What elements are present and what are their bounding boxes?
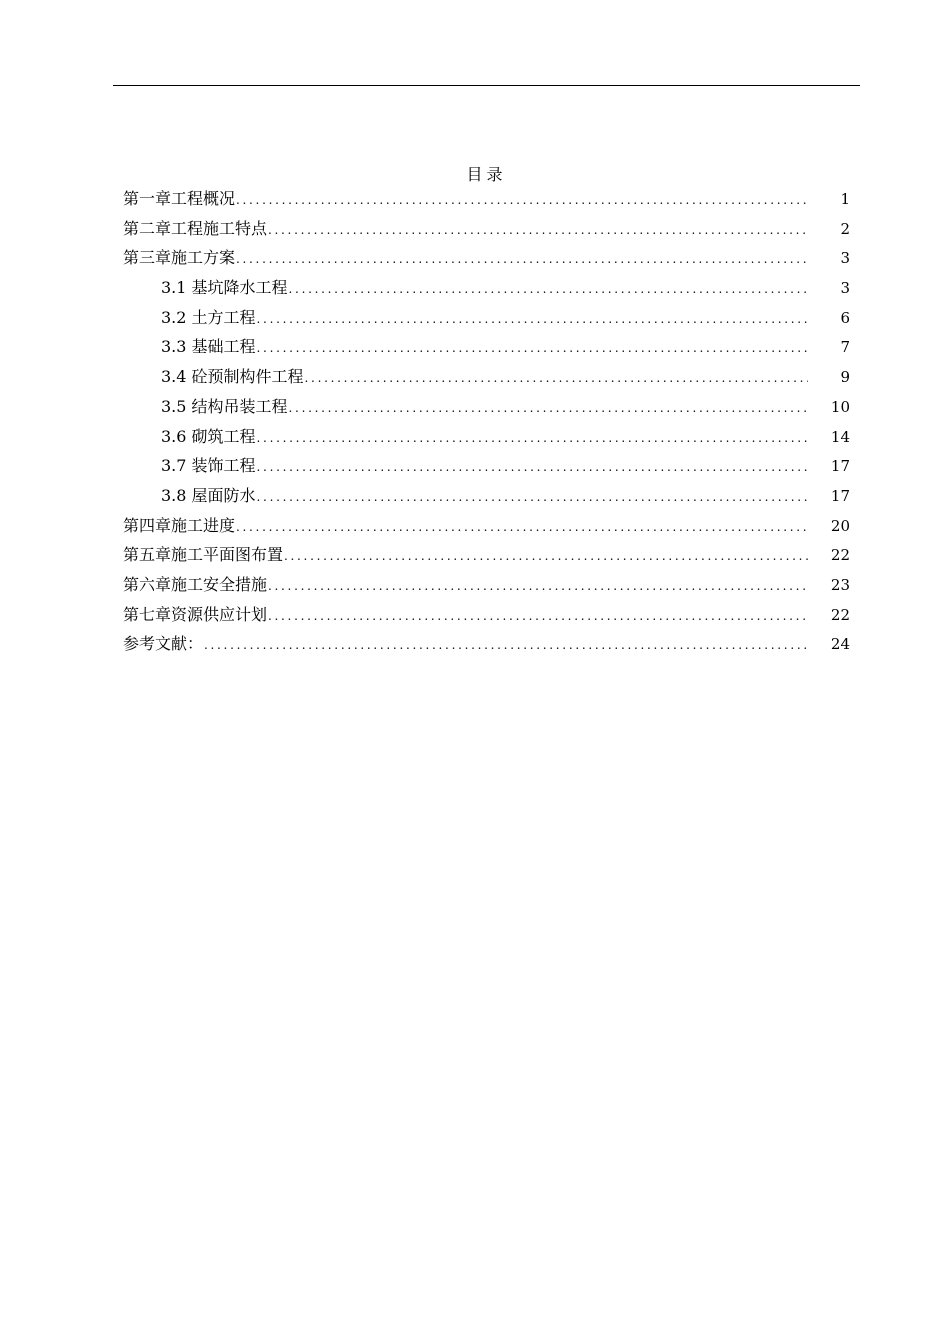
dot-leader [257,453,808,483]
toc-entry[interactable] [123,214,850,244]
dot-leader [204,631,808,661]
toc-entry-label: 第七章资源供应计划 [123,604,268,624]
table-of-contents [123,184,850,659]
toc-entry-label: 参考文献： [123,634,204,654]
dot-leader [268,216,808,246]
dot-leader [268,602,808,632]
toc-subentry[interactable] [123,451,850,481]
dot-leader [236,186,808,216]
toc-entry-page: 2 [840,219,850,238]
toc-entry-page: 1 [840,190,850,208]
toc-entry-page: 22 [830,546,850,565]
toc-subentry[interactable] [123,392,850,422]
toc-entry[interactable] [123,243,850,273]
toc-entry-label: 第四章施工进度 [123,515,236,535]
dot-leader [305,364,808,394]
toc-entry-page: 6 [840,308,850,327]
toc-entry-page: 23 [830,575,850,594]
toc-subentry[interactable] [123,422,850,452]
dot-leader [289,394,808,424]
toc-entry-page: 17 [830,457,850,476]
dot-leader [289,275,808,305]
toc-entry[interactable] [123,629,850,659]
dot-leader [257,424,808,454]
toc-subentry[interactable] [123,332,850,362]
toc-entry-page: 7 [840,338,850,357]
header-rule [113,85,860,86]
toc-entry-page: 24 [830,635,850,654]
dot-leader [257,305,808,335]
toc-entry-page: 22 [830,605,850,624]
dot-leader [257,334,808,364]
toc-entry-page: 9 [840,368,850,387]
toc-entry-label: 3.3 基础工程 [161,337,256,357]
dot-leader [257,483,808,513]
toc-entry[interactable] [123,600,850,630]
toc-entry-label: 3.8 屋面防水 [161,485,256,505]
toc-entry[interactable] [123,184,850,214]
dot-leader [268,572,808,602]
toc-entry[interactable] [123,540,850,570]
toc-entry-label: 第二章工程施工特点 [123,218,268,238]
toc-entry-page: 17 [830,486,850,505]
toc-subentry[interactable] [123,481,850,511]
toc-entry[interactable] [123,570,850,600]
toc-entry-label: 3.6 砌筑工程 [161,426,256,446]
toc-entry-page: 3 [840,249,850,268]
toc-subentry[interactable] [123,273,850,303]
toc-entry-label: 3.2 土方工程 [161,307,256,327]
toc-entry-label: 3.4 砼预制构件工程 [161,367,304,387]
dot-leader [236,513,808,543]
toc-entry-label: 第一章工程概况 [123,189,236,208]
toc-entry-label: 第三章施工方案 [123,248,236,268]
toc-entry-page: 10 [830,397,850,416]
dot-leader [284,542,808,572]
toc-entry-page: 20 [830,516,850,535]
toc-entry-label: 第五章施工平面图布置 [123,545,284,565]
toc-entry-label: 3.5 结构吊装工程 [161,396,288,416]
toc-entry-label: 3.1 基坑降水工程 [161,278,288,298]
toc-entry-label: 3.7 装饰工程 [161,456,256,476]
dot-leader [236,245,808,275]
toc-entry-page: 3 [840,279,850,298]
toc-title: 目录 [466,165,507,184]
toc-entry-page: 14 [830,427,850,446]
toc-subentry[interactable] [123,303,850,333]
toc-entry[interactable] [123,511,850,541]
toc-entry-label: 第六章施工安全措施 [123,574,268,594]
toc-subentry[interactable] [123,362,850,392]
